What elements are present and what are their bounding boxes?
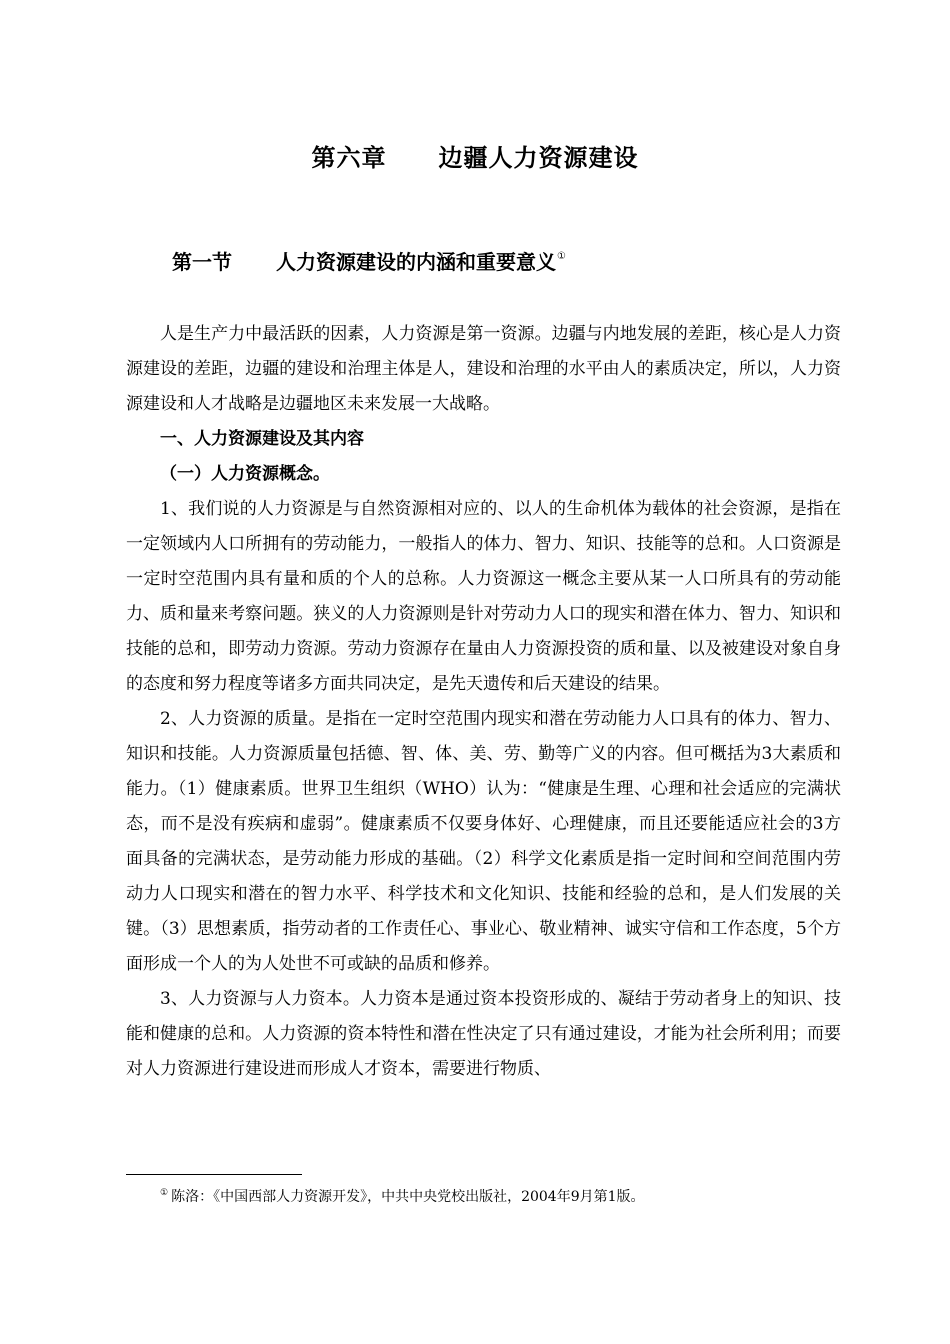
footnote-text: 陈洛：《中国西部人力资源开发》，中共中央党校出版社，2004年9月第1版。: [171, 1189, 645, 1205]
paragraph-2: 2、人力资源的质量。是指在一定时空范围内现实和潜在劳动能力人口具有的体力、智力、知识和技能。人力资源质量包括德、智、体、美、劳、勤等广义的内容。但可概括为3大素质和能力。（1）健康素质。世界卫生组织（WHO）认为：“健康是生理、心理和社会适应的完满状态，而不是没有疾病和虚弱”。健康素质不仅要身体好、心理健康，而且还要能适应社会的3方面具备的完满状态，是劳动能力形成的基础。（2）科学文化素质是指一定时间和空间范围内劳动力人口现实和潜在的智力水平、科学技术和文化知识、技能和经验的总和，是人们发展的关键。（3）思想素质，指劳动者的工作责任心、事业心、敬业精神、诚实守信和工作态度，5个方面形成一个人的为人处世不可或缺的品质和修养。: [126, 709, 841, 974]
body-text: [126, 317, 841, 1087]
section-name: 人力资源建设的内涵和重要意义: [276, 250, 556, 274]
footnote-marker: ①: [160, 1188, 169, 1198]
section-number: 第一节: [172, 250, 232, 274]
paragraph-1: 1、我们说的人力资源是与自然资源相对应的、以人的生命机体为载体的社会资源，是指在一定领域内人口所拥有的劳动能力，一般指人的体力、智力、知识、技能等的总和。人口资源是一定时空范围内具有量和质的个人的总称。人力资源这一概念主要从某一人口所具有的劳动能力、质和量来考察问题。狭义的人力资源则是针对劳动力人口的现实和潜在体力、智力、知识和技能的总和，即劳动力资源。劳动力资源存在量由人力资源投资的质和量、以及被建设对象自身的态度和努力程度等诸多方面共同决定，是先天遗传和后天建设的结果。: [126, 499, 841, 694]
footnote: [160, 1186, 645, 1206]
footnote-reference[interactable]: ①: [557, 251, 566, 262]
paragraph-3: 3、人力资源与人力资本。人力资本是通过资本投资形成的、凝结于劳动者身上的知识、技能和健康的总和。人力资源的资本特性和潜在性决定了只有通过建设，才能为社会所利用；而要对人力资源进行建设进而形成人才资本，需要进行物质、: [126, 989, 841, 1079]
heading-level-1: 一、人力资源建设及其内容: [160, 429, 364, 449]
section-title: [172, 246, 566, 275]
heading-level-2: （一）人力资源概念。: [160, 464, 330, 484]
footnote-divider: [126, 1174, 302, 1175]
chapter-title: [0, 138, 950, 173]
paragraph-intro: 人是生产力中最活跃的因素，人力资源是第一资源。边疆与内地发展的差距，核心是人力资源建设的差距，边疆的建设和治理主体是人，建设和治理的水平由人的素质决定，所以，人力资源建设和人才战略是边疆地区未来发展一大战略。: [126, 324, 841, 414]
chapter-name: 边疆人力资源建设: [438, 144, 639, 172]
chapter-number: 第六章: [311, 144, 387, 172]
